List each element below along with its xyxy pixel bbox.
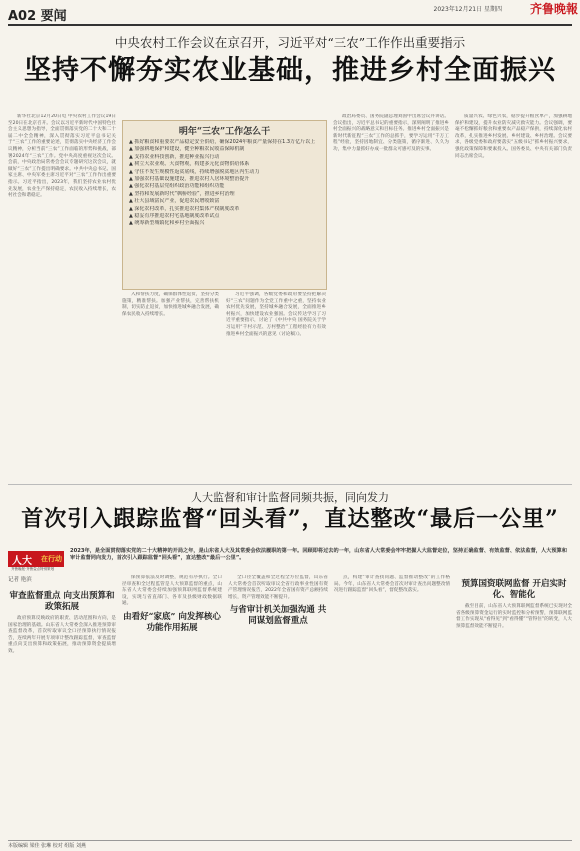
- box-item: ▲ 加强农村基础设施建设，推进农村人居环境整治提升: [129, 176, 250, 183]
- story2-col1-text: 政府预算反映政府的职责、活动范围和方向，是国家治理的基础。山东省人大常委会深入推进预算审查监督改革，首次听取审议全口径预算执行情况报告，连续两年开展专项审计整改跟踪监督，审查监督重点向支出预算和政策拓展，推动预算资金提质增效。: [8, 616, 116, 654]
- story1-column-1: [8, 114, 116, 540]
- subheading: 预算国资联网监督 开启实时化、智能化: [461, 579, 567, 600]
- box-title: 明年“三农”工作怎么干: [178, 127, 271, 137]
- story1-col4-text: 政治局委员、国务院副总理刘国中出席会议并讲话。会议指出，习近平总书记的重要指示，深刻阐明了推进乡村全面振兴的战略意义和目标任务。推进乡村全面振兴是新时代新征程“三农”工作的总抓手，要学习运用“千万工程”经验，坚持因地制宜、分类施策，循序渐进、久久为功，集中力量抓好办成一批群众可感可及的实事。: [333, 114, 449, 152]
- box-item: ▲ 支持农业科技创新，推进种业振兴行动: [129, 153, 220, 160]
- box-item: ▲ 抓好粮食和重要农产品稳定安全供给，确保2024年粮食产量保持在1.3万亿斤以上: [129, 139, 316, 145]
- story1-column-4: [333, 114, 449, 540]
- story2-kicker: 人大监督和审计监督同频共振，同向发力: [191, 491, 389, 504]
- box-item: ▲ 统筹新型城镇化和乡村全面振兴: [129, 220, 205, 227]
- box-item: ▲ 深化农村改革，扎实推进农村集体产权制度改革: [129, 205, 240, 212]
- reporter-byline: 记者 艳滨: [8, 577, 32, 583]
- box-item: ▲ 树立大农业观、大食物观，构建多元化食物供给体系: [129, 161, 250, 168]
- date-line: 2023年12月21日 星期四: [433, 6, 502, 13]
- header-rule: [8, 24, 572, 26]
- subheading: 与省审计机关加强沟通 共同谋划监督重点: [229, 605, 327, 627]
- footer-rule: [8, 840, 572, 841]
- story1-col2-text: 入和帮扶力度，确保群体性返贫，坚持分类施策，精准帮扶。加强产业帮扶，完善帮扶机制，切实防止返贫，加快推进城乡融合发展，确保农民收入持续增长。: [122, 292, 219, 317]
- sidebar-box: [122, 120, 327, 290]
- story2-headline: 首次引入跟踪监督“回头看”，直达整改“最后一公里”: [21, 506, 559, 532]
- box-item: ▲ 守住不发生规模性返贫底线，持续增强脱贫地区内生动力: [129, 168, 260, 175]
- story1-headline: 坚持不懈夯实农业基础，推进乡村全面振兴: [24, 55, 556, 86]
- story2-column-1: [8, 587, 116, 831]
- story2-col5-text: 截至目前，山东省人大预算联网监督系统已实现对全省各级预算资金运行的实时监控和分析预警，预算联网监督工作实现从“看得见”到“看得懂”“管得住”的转变，人大预算监督效能不断提升。: [456, 604, 572, 629]
- editor-credits: 本版编辑 梁佳 张琳 校对 组版 刘燕: [8, 843, 86, 849]
- box-item: ▲ 坚持和发展新时代“枫桥经验”，推进乡村治理: [129, 190, 235, 197]
- story1-col1-text: 新华社北京12月20日电 中央农村工作会议19日至20日在北京召开。会议以习近平新时代中国特色社会主义思想为指导，全面贯彻落实党的二十大和二十届二中全会精神，深入贯彻落实习近平总书记关于“三农”工作的重要论述，贯彻落实中央经济工作会议精神，分析当前“三农”工作面临的形势和挑战，部署2024年“三农”工作。党中央高度重视这次会议。会前，中央政治局常委会会议专题研究这次会议，就做好“三农”工作提出明确要求。中共中央总书记、国家主席、中央军委主席习近平对“三农”工作作出重要指示。习近平指出，2023年，我们坚持农业农村优先发展，农业生产保持稳定，农民收入持续增长，农村社会和谐稳定。: [8, 114, 116, 199]
- masthead-logo: 齐鲁晚報: [529, 2, 578, 16]
- logo-accent-text: 在行动: [41, 555, 62, 563]
- story2-column-4: [334, 575, 450, 831]
- logo-caption: 齐鲁晚报·齐鲁壹点特别策划: [11, 567, 55, 571]
- story1-column-5: [455, 114, 572, 540]
- logo-main-text: 人大: [12, 556, 32, 567]
- story1-col5-text: 质量兴农、绿色兴农，稳步提升粮食单产，加强耕地保护和建设，提升农业防灾减灾救灾能力。会议强调，要毫不松懈抓好粮食和重要农产品稳产保供，持续深化农村改革，扎实推进乡村发展、乡村建设、乡村治理。会议要求，各级党委和政府要落实“五级书记”抓乡村振兴要求，强化政策保障和要素投入。国务委员、中央有关部门负责同志出席会议。: [455, 114, 572, 159]
- box-item: ▲ 稳妥有序推进农村宅基地制度改革试点: [129, 213, 220, 220]
- section-label: A02 要闻: [8, 8, 67, 24]
- story1-col3-text: 习近平强调，各级党委和政府要坚持把解决好“三农”问题作为全党工作重中之重，坚持农业农村优先发展，坚持城乡融合发展，全面推进乡村振兴，加快建设农业强国。会议传达学习了习近平重要指示，讨论了《中共中央 国务院关于学习运用“千村示范、万村整治”工程经验有力有效推进乡村全面振兴的意见（讨论稿）》。: [226, 292, 326, 337]
- box-item: ▲ 强化农村基层党组织政治功能和组织功能: [129, 183, 225, 190]
- story2-col2-text: 保预算依法及时调整，规范有序执行。全口径审查和全过程监管是人大预算监督的重点，山东省人大常委会持续加强预算联网监督系统建设，实现与省直部门、各市及县级财政数据联通。: [122, 575, 222, 607]
- story2-column-2: [122, 575, 222, 831]
- column-logo: [8, 551, 64, 571]
- story-divider: [8, 484, 572, 485]
- box-item: ▲ 壮大县域富民产业，促进农民增收致富: [129, 198, 220, 205]
- box-list: [129, 139, 320, 228]
- story2-intro: 2023年，是全面贯彻落实党的二十大精神的开局之年，是山东省人大及其常委会依法履职的第一年。回顾即将过去的一年，山东省人大常委会牢牢把握人大监督定位，坚持正确监督、有效监督、依法监督，人大预算和审计监督同向发力，首次引入跟踪监督“回头看”，直达整改“最后一公里”。: [70, 548, 567, 562]
- story2-col3-text: 全口径全覆盖和全过程全方位监督，山东省人大常委会首次听取审议全省行政事业性国有资产管理情况报告，2022年全省国有资产总额持续增长，资产管理效能不断提升。: [228, 575, 328, 600]
- story2-col4-text: 点，构建“审计查找问题、监督推动整改”的工作格局。今年，山东省人大常委会首次对审计查出问题整改情况进行跟踪监督“回头看”，督促整改落实。: [334, 575, 450, 594]
- subheading: 由看好“家底” 向发挥核心功能作用拓展: [123, 611, 221, 633]
- story1-kicker: 中央农村工作会议在京召开，习近平对“三农”工作作出重要指示: [114, 35, 466, 50]
- subheading: 审查监督重点 向支出预算和政策拓展: [9, 591, 115, 612]
- box-item: ▲ 加强耕地保护和建设，健全种粮农民收益保障机制: [129, 146, 245, 153]
- story2-column-5: [456, 575, 572, 831]
- story2-column-3: [228, 575, 328, 831]
